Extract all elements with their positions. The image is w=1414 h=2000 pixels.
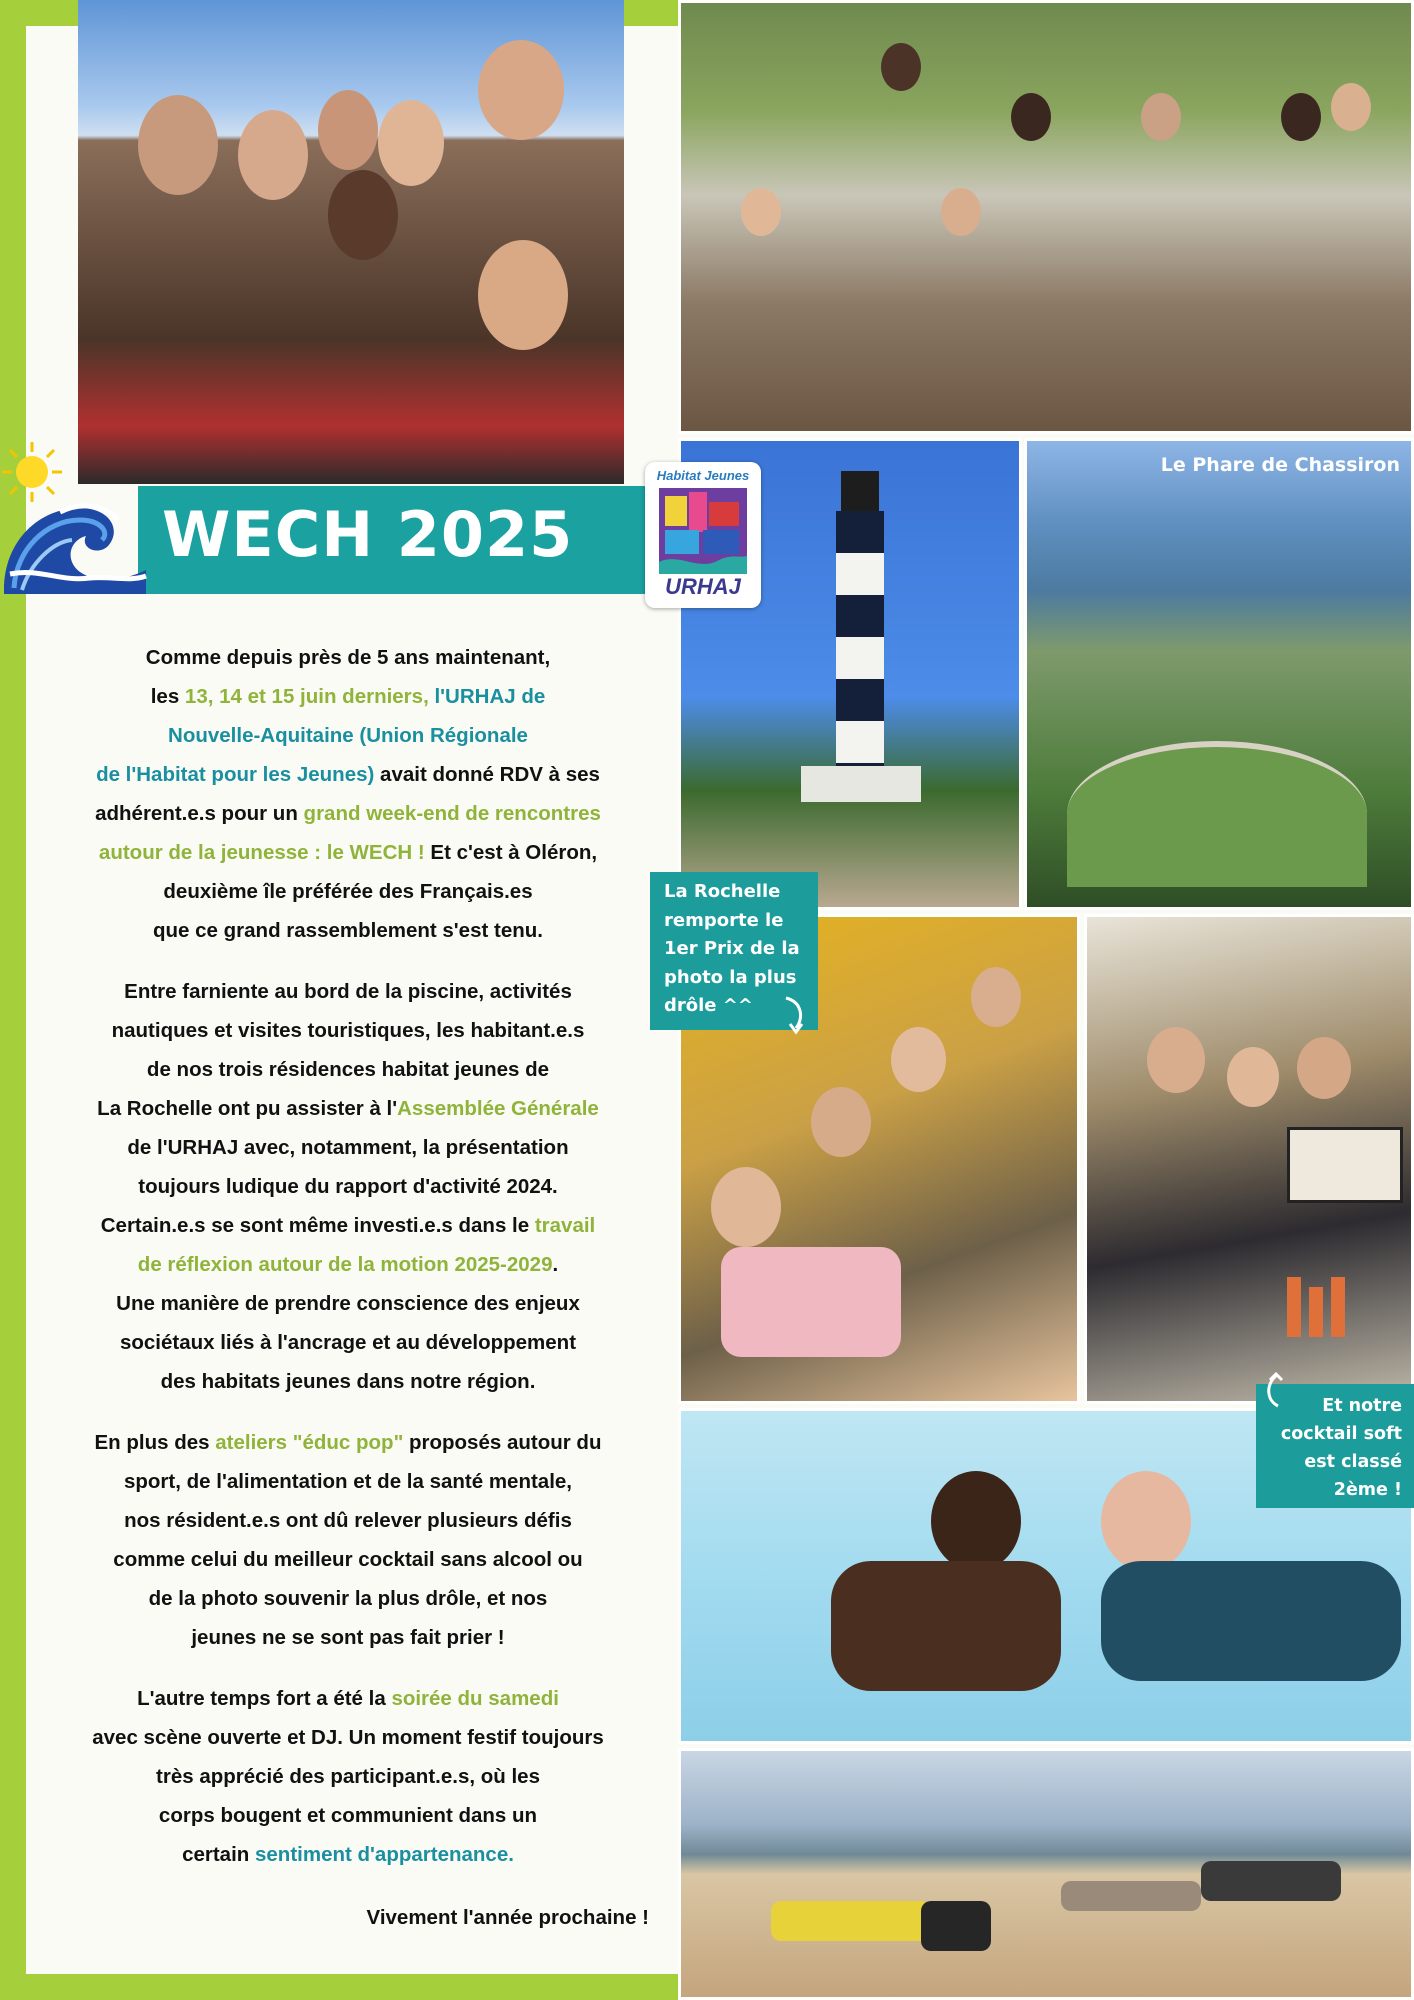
paragraph-2: Entre farniente au bord de la piscine, activités nautiques et visites touristiques, les habitant.e.s de nos trois résidences habitat jeunes de La Rochelle ont pu assister à l'Assemblée Générale de l'URHAJ avec, notamment, la présentation toujours ludique du rapport d'activité 2024. Certain.e.s se sont même investi.e.s dans le travail de réflexion autour de la motion 2025-2029. Une manière de prendre conscience des enjeux sociétaux liés à l'ancrage et au développement des habitats jeunes dans notre région. xyxy=(97,980,599,1393)
urhaj-logo-graphic-icon xyxy=(659,488,747,574)
frame-border-bottom xyxy=(0,1974,678,2000)
callout-cocktail-text: Et notre cocktail soft est classé 2ème ! xyxy=(1280,1396,1402,1500)
paragraph-3: En plus des ateliers "éduc pop" proposés autour du sport, de l'alimentation et de la santé mentale, nos résident.e.s ont dû relever plusieurs défis comme celui du meilleur cocktail sans alcool ou de la photo souvenir la plus drôle, et nos jeunes ne se sont pas fait prier ! xyxy=(94,1431,602,1649)
curved-arrow-up-icon xyxy=(1262,1370,1292,1408)
photo-group-boat xyxy=(78,0,624,484)
frame-border-left xyxy=(0,0,26,2000)
photo-cocktail-team xyxy=(1084,914,1414,1404)
article-body xyxy=(64,638,632,1896)
photo-beach xyxy=(678,1748,1414,2000)
paragraph-4: L'autre temps fort a été la soirée du samedi avec scène ouverte et DJ. Un moment festif toujours très apprécié des participant.e.s, où les corps bougent et communient dans un certain sentiment d'appartenance. xyxy=(92,1687,604,1866)
caption-phare: Le Phare de Chassiron xyxy=(1160,454,1400,476)
callout-larochelle-text: La Rochelle remporte le 1er Prix de la photo la plus drôle ^^ xyxy=(664,881,800,1016)
page-title: WECH 2025 xyxy=(162,498,574,571)
closing-line: Vivement l'année prochaine ! xyxy=(366,1906,649,1929)
urhaj-logo xyxy=(645,462,761,608)
paragraph-1: Comme depuis près de 5 ans maintenant, les 13, 14 et 15 juin derniers, l'URHAJ de Nouvelle-Aquitaine (Union Régionale de l'Habitat pour les Jeunes) avait donné RDV à ses adhérent.e.s pour un grand week-end de rencontres autour de la jeunesse : le WECH ! Et c'est à Oléron, deuxième île préférée des Français.es que ce grand rassemblement s'est tenu. xyxy=(95,646,601,942)
photo-group-forest xyxy=(678,0,1414,434)
logo-top-label: Habitat Jeunes xyxy=(656,468,750,483)
photo-aerial-view xyxy=(1024,438,1414,910)
wave-icon xyxy=(0,490,150,595)
logo-name: URHAJ xyxy=(665,574,741,599)
curved-arrow-down-icon xyxy=(780,996,812,1036)
